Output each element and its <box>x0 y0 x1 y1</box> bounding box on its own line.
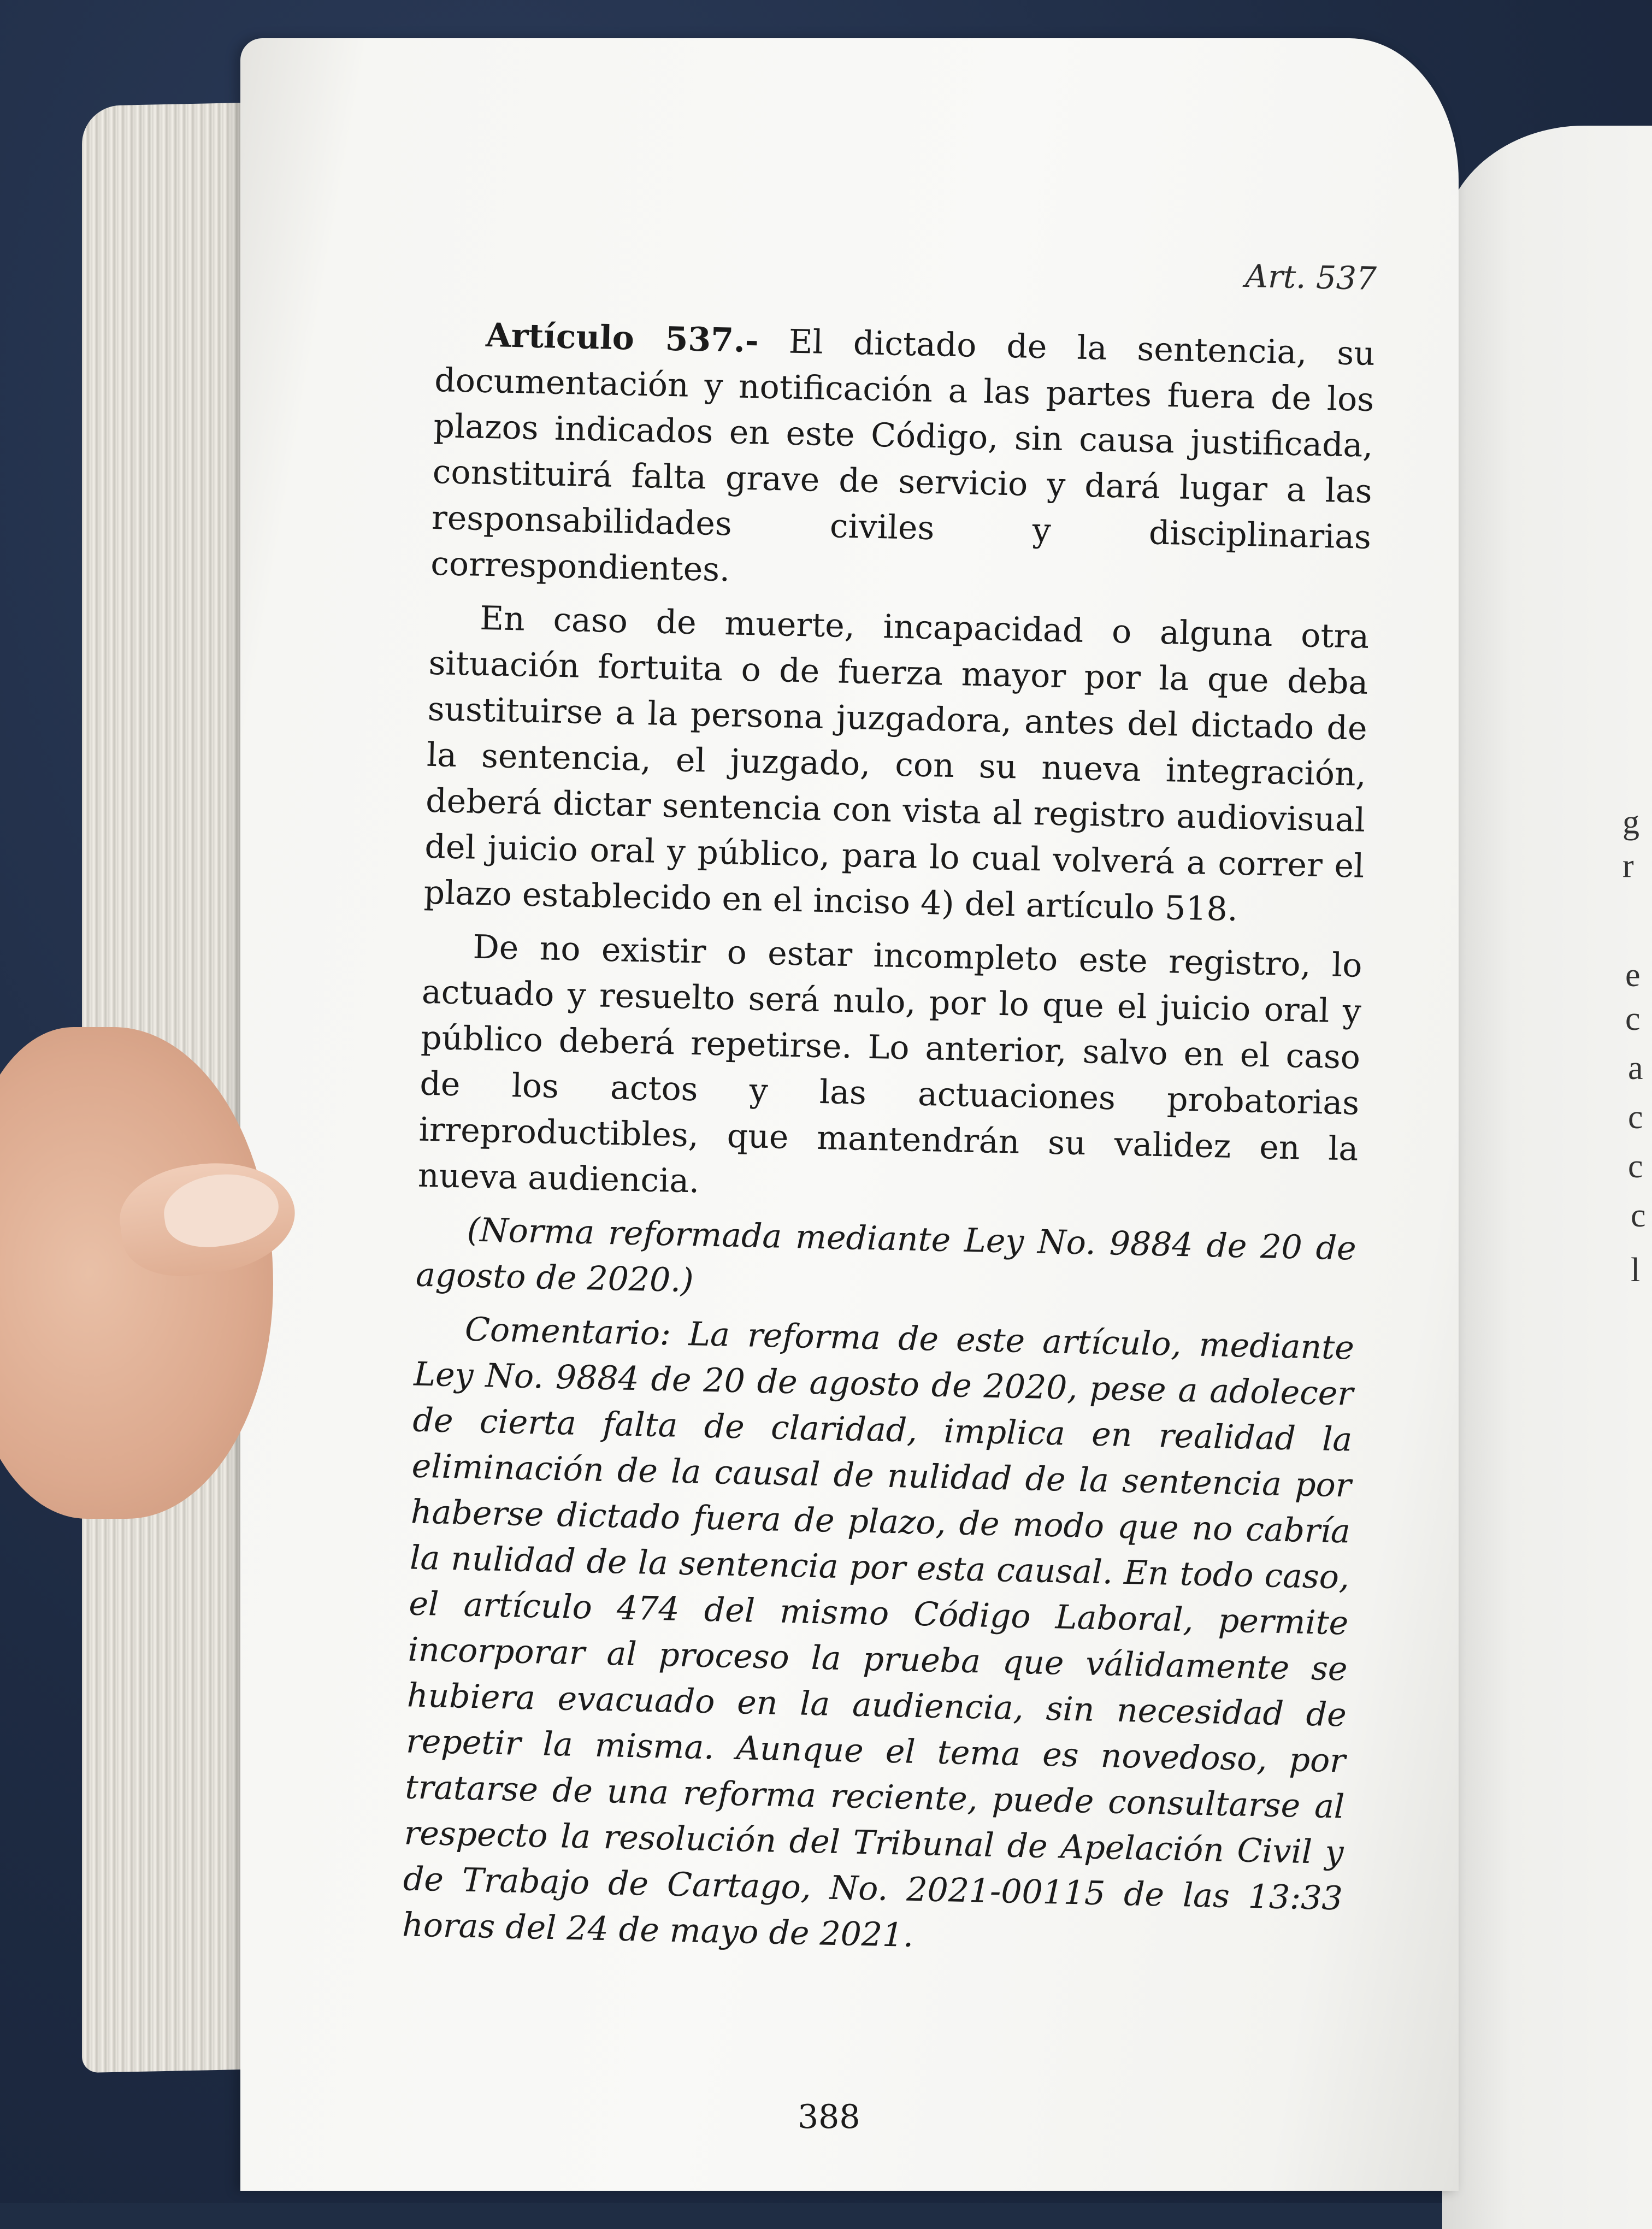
facing-page-letter: a <box>1628 1049 1643 1087</box>
commentary-paragraph: Comentario: La reforma de este artículo, mediante Ley No. 9884 de 20 de agosto de 2020, pese a adolecer de cierta falta de claridad, implica en realidad la eliminación de la causal de nulidad de la sentencia por haberse dictado fuera de plazo, de modo que no cabría la nulidad de la sentencia por esta causal. En todo caso, el artículo 474 del mismo Código Laboral, permite incorporar al proceso la prueba que válidamente se hubiera evacuado en la audiencia, sin necesidad de repetir la misma. Aunque el tema es novedoso, por tratarse de una reforma reciente, puede consultarse al respecto la resolución del Tribunal de Apelación Civil y de Trabajo de Cartago, No. 2021-00115 de las 13:33 horas del 24 de mayo de 2021. <box>402 1310 1355 1955</box>
facing-page-letter: r <box>1622 847 1634 884</box>
article-text: El dictado de la sentencia, su documentación y notificación a las partes fuera de los plazos indicados en este Código, sin causa justificada, constituirá falta grave de servicio y dará lugar a las responsabilidades civiles y disciplinarias correspondientes. <box>430 322 1376 589</box>
article-paragraph <box>430 311 1376 606</box>
article-label: Artículo 537.- <box>485 316 759 361</box>
facing-page-letter: c <box>1631 1197 1646 1234</box>
facing-page-letter: c <box>1628 1148 1643 1185</box>
facing-page-letter: e <box>1625 957 1641 994</box>
book-page <box>240 38 1459 2191</box>
paragraph-nullity: De no existir o estar incompleto este registro, lo actuado y resuelto será nulo, por lo que el juicio oral y público deberá repetirse. Lo anterior, salvo en el caso de los actos y las actuaciones probatorias irreproductibles, que mantendrán su validez en la nueva audiencia. <box>417 928 1363 1201</box>
facing-page-letter: g <box>1622 804 1639 841</box>
page-number: 388 <box>798 2098 860 2136</box>
page-content <box>402 257 1377 1975</box>
facing-page-letter: l <box>1631 1252 1641 1289</box>
facing-page-letter: c <box>1625 1000 1641 1037</box>
paragraph-substitution: En caso de muerte, incapacidad o alguna otra situación fortuita o de fuerza mayor por la que deba sustituirse a la persona juzgadora, antes del dictado de la sentencia, el juzgado, con su nueva integración, deberá dictar sentencia con vista al registro audiovisual del juicio oral y público, para lo cual volverá a correr el plazo establecido en el inciso 4) del artículo 518. <box>423 599 1370 929</box>
facing-page-letter: c <box>1628 1099 1643 1136</box>
reform-note: (Norma reformada mediante Ley No. 9884 de 20 de agosto de 2020.) <box>415 1211 1357 1300</box>
running-head: Art. 537 <box>1244 257 1377 298</box>
facing-page <box>1442 126 1652 2229</box>
